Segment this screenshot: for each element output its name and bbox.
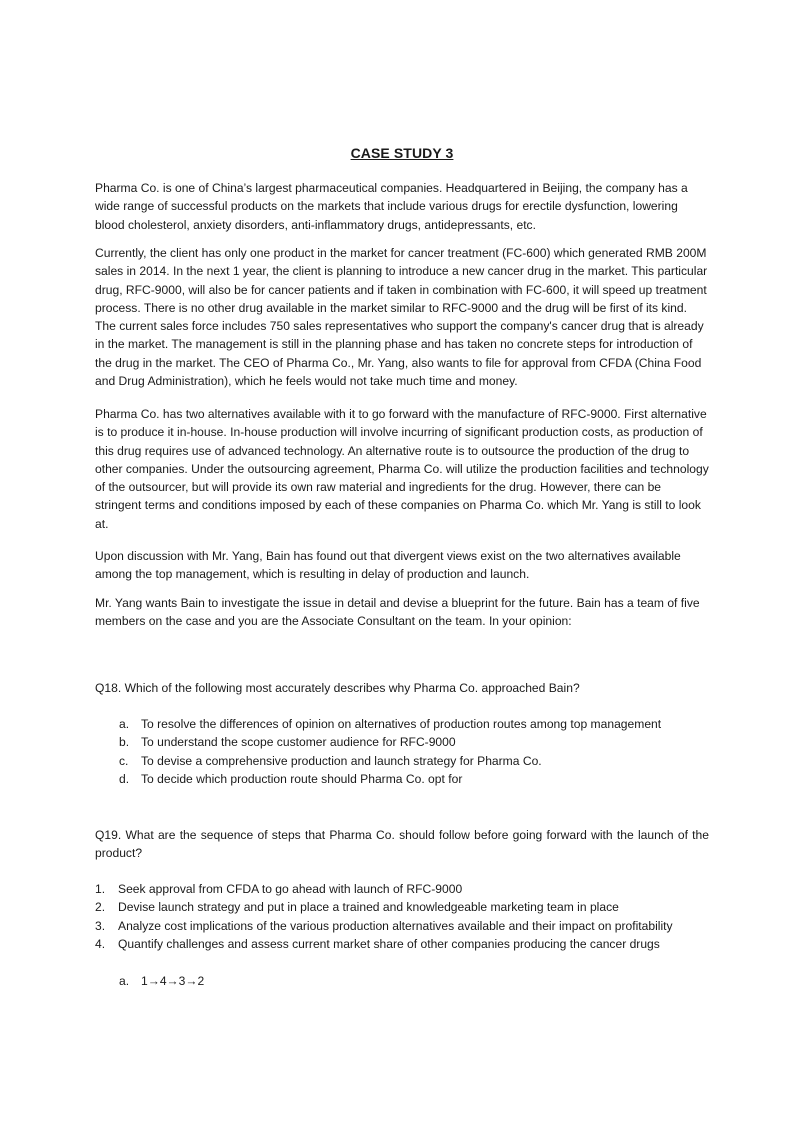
question-q19: Q19. What are the sequence of steps that Pharma Co. should follow before going forward with the launch of the product? [95, 828, 709, 861]
paragraph-current-situation: Currently, the client has only one product in the market for cancer treatment (FC-600) which generated RMB 200M sales in 2014. In the next 1 year, the client is planning to introduce a new cancer drug in the market. This particular drug, RFC-9000, will also be for cancer patients and if taken in combination with FC-600, it will speed up treatment process. There is no other drug available in the market similar to RFC-9000 and the drug will be first of its kind. The current sales force includes 750 sales representatives who support the company's cancer drug that is already in the market. The management is still in the planning phase and has taken no concrete steps for introduction of the drug in the market. The CEO of Pharma Co., Mr. Yang, also wants to file for approval from CFDA (China Food and Drug Administration), which he feels would not take much time and money. [95, 246, 708, 389]
step-text: Quantify challenges and assess current market share of other companies producing the cancer drugs [118, 936, 660, 951]
option-marker: b. [119, 735, 130, 750]
option-text: To devise a comprehensive production and launch strategy for Pharma Co. [141, 753, 542, 768]
option-text: 1→4→3→2 [141, 974, 205, 988]
paragraph-alternatives: Pharma Co. has two alternatives available with it to go forward with the manufacture of RFC-9000. First alternative is to produce it in-house. In-house production will involve incurring of significant production costs, as production of this drug requires use of advanced technology. An alternative route is to outsource the production of the drug to other companies. Under the outsourcing agreement, Pharma Co. will utilize the production facilities and technology of the outsourcer, but will provide its own raw material and ingredients for the drug. However, there can be stringent terms and conditions imposed by each of these companies on Pharma Co. which Mr. Yang is still to look at. [95, 407, 709, 531]
option-marker: a. [119, 717, 130, 731]
q18-option-c[interactable] [119, 752, 661, 770]
option-marker: c. [119, 753, 129, 768]
q19-step-2 [95, 898, 673, 916]
q18-options [119, 715, 661, 788]
q19-option-a[interactable] [119, 972, 204, 990]
option-marker: d. [119, 771, 130, 786]
step-marker: 3. [95, 918, 106, 933]
option-marker: a. [119, 974, 130, 988]
question-q18: Q18. Which of the following most accurately describes why Pharma Co. approached Bain? [95, 681, 580, 695]
step-text: Seek approval from CFDA to go ahead with launch of RFC-9000 [118, 882, 463, 896]
q19-steps [95, 880, 673, 953]
step-marker: 2. [95, 900, 106, 915]
q19-step-3 [95, 917, 673, 935]
q18-option-b[interactable] [119, 733, 661, 751]
step-text: Analyze cost implications of the various production alternatives available and their impact on profitability [118, 918, 673, 933]
step-text: Devise launch strategy and put in place a trained and knowledgeable marketing team in place [118, 900, 619, 915]
paragraph-company-intro: Pharma Co. is one of China’s largest pharmaceutical companies. Headquartered in Beijing, the company has a wide range of successful products on the markets that include various drugs for erectile dysfunction, lowering blood cholesterol, anxiety disorders, anti-inflammatory drugs, antidepressants, etc. [95, 181, 688, 232]
paragraph-discussion: Upon discussion with Mr. Yang, Bain has found out that divergent views exist on the two alternatives available among the top management, which is resulting in delay of production and launch. [95, 549, 681, 582]
option-text: To understand the scope customer audience for RFC-9000 [141, 735, 456, 750]
q19-options [119, 972, 204, 990]
option-text: To decide which production route should Pharma Co. opt for [141, 771, 463, 786]
step-marker: 1. [95, 882, 106, 896]
paragraph-bain-team: Mr. Yang wants Bain to investigate the issue in detail and devise a blueprint for the future. Bain has a team of five members on the case and you are the Associate Consultant on the team. In your opinion: [95, 596, 700, 629]
q18-option-a[interactable] [119, 715, 661, 733]
q19-step-1 [95, 880, 673, 898]
q19-step-4 [95, 935, 673, 953]
step-marker: 4. [95, 936, 106, 951]
q18-option-d[interactable] [119, 770, 661, 788]
option-text: To resolve the differences of opinion on alternatives of production routes among top management [141, 717, 662, 731]
case-study-title: CASE STUDY 3 [350, 145, 454, 161]
